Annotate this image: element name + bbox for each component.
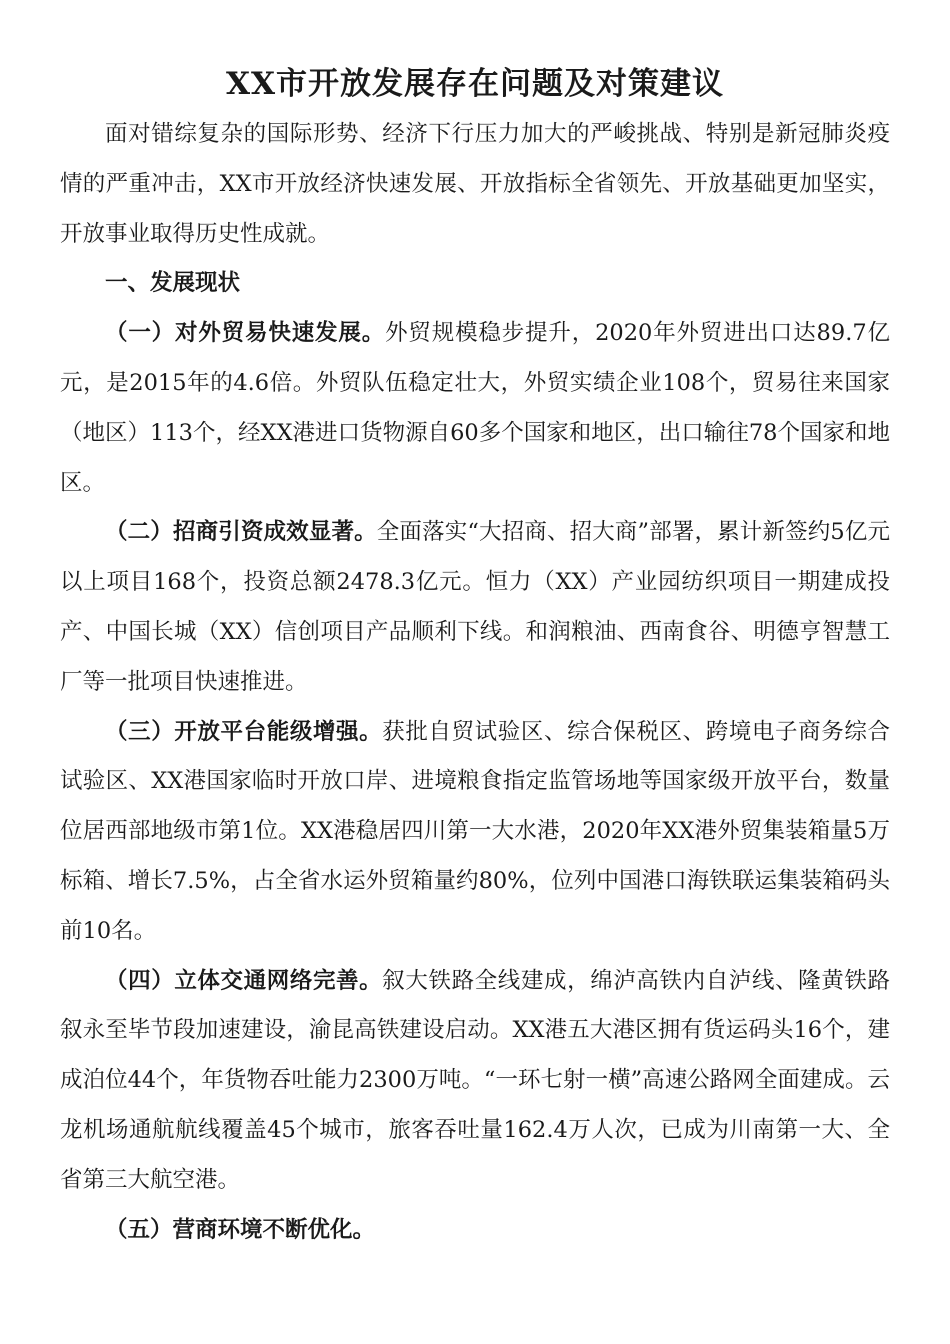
item-transport-body: 叙大铁路全线建成，绵泸高铁内自泸线、隆黄铁路叙永至毕节段加速建设，渝昆高铁建设启动。XX港五大港区拥有货运码头16个，建成泊位44个，年货物吞吐能力2300万吨。“一环七射一横”高速公路网全面建成。云龙机场通航航线覆盖45个城市，旅客吞吐量162.4万人次，已成为川南第一大、全省第三大航空港。 bbox=[60, 967, 890, 1193]
item-investment-lead: （二）招商引资成效显著。 bbox=[105, 519, 377, 546]
item-transport bbox=[60, 957, 890, 1206]
item-trade-body: 外贸规模稳步提升，2020年外贸进出口达89.7亿元，是2015年的4.6倍。外贸队伍稳定壮大，外贸实绩企业108个，贸易往来国家（地区）113个，经XX港进口货物源自60多个国家和地区，出口输往78个国家和地区。 bbox=[60, 320, 890, 496]
intro-paragraph: 面对错综复杂的国际形势、经济下行压力加大的严峻挑战、特别是新冠肺炎疫情的严重冲击，XX市开放经济快速发展、开放指标全省领先、开放基础更加坚实，开放事业取得历史性成就。 bbox=[60, 121, 890, 247]
item-trade-lead: （一）对外贸易快速发展。 bbox=[105, 320, 386, 347]
item-platform-body: 获批自贸试验区、综合保税区、跨境电子商务综合试验区、XX港国家临时开放口岸、进境粮食指定监管场地等国家级开放平台，数量位居西部地级市第1位。XX港稳居四川第一大水港，2020年XX港外贸集装箱量5万标箱、增长7.5%，占全省水运外贸箱量约80%，位列中国港口海铁联运集装箱码头前10名。 bbox=[60, 718, 890, 944]
section-heading-status: 一、发展现状 bbox=[105, 270, 241, 297]
item-business-env bbox=[60, 1206, 890, 1256]
item-platform bbox=[60, 708, 890, 957]
item-business-env-lead: （五）营商环境不断优化。 bbox=[105, 1216, 376, 1243]
document-page bbox=[60, 62, 890, 1255]
item-trade bbox=[60, 309, 890, 508]
document-title: XX市开放发展存在问题及对策建议 bbox=[225, 66, 725, 102]
item-transport-lead: （四）立体交通网络完善。 bbox=[105, 967, 383, 994]
item-investment-body: 全面落实“大招商、招大商”部署，累计新签约5亿元以上项目168个，投资总额2478.3亿元。恒力（XX）产业园纺织项目一期建成投产、中国长城（XX）信创项目产品顺利下线。和润粮油、西南食谷、明德亨智慧工厂等一批项目快速推进。 bbox=[60, 519, 890, 695]
item-investment bbox=[60, 508, 890, 707]
item-platform-lead: （三）开放平台能级增强。 bbox=[105, 718, 383, 745]
